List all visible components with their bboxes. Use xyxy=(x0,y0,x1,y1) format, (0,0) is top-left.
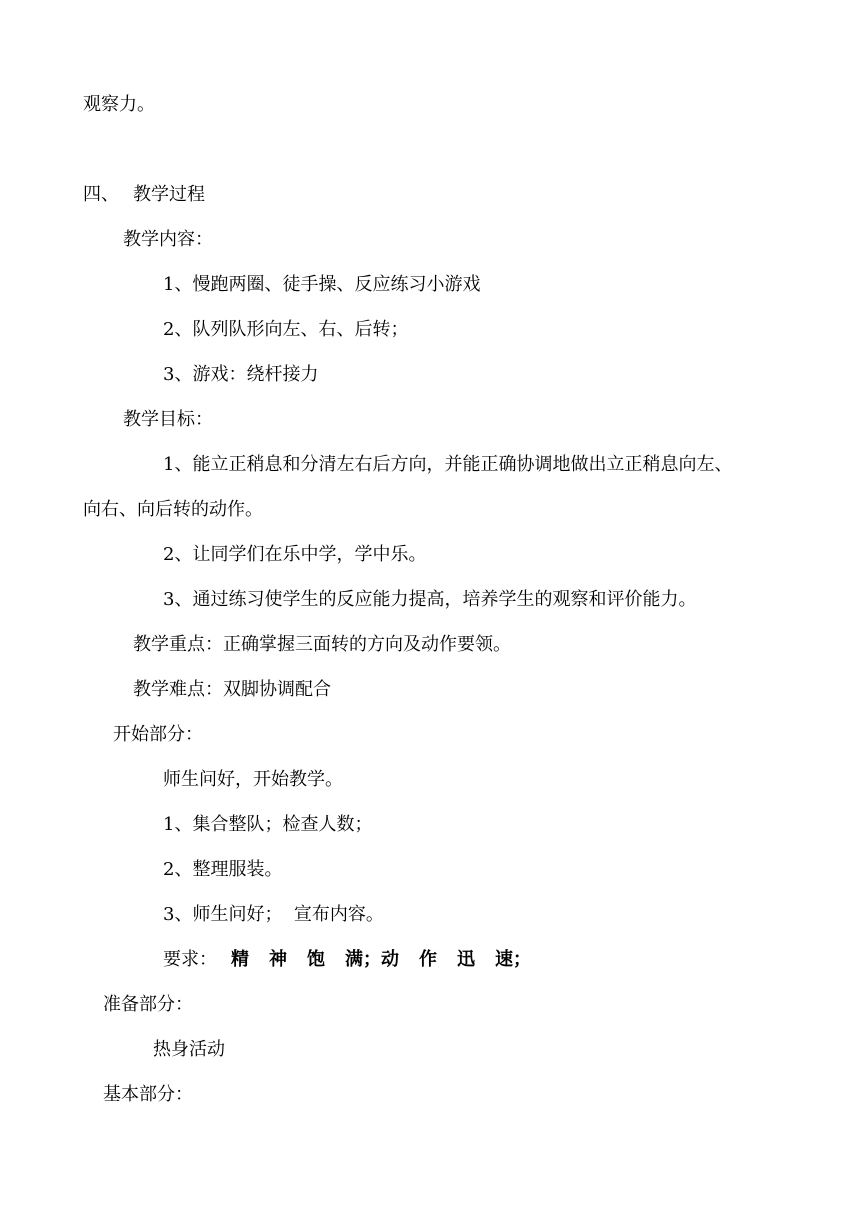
start-step: 1、集合整队；检查人数； xyxy=(163,814,373,835)
prep-part-label: 准备部分： xyxy=(103,994,193,1015)
content-item: 2、队列队形向左、右、后转； xyxy=(163,319,409,340)
requirement-word: 满；动 xyxy=(345,949,399,970)
content-label: 教学内容： xyxy=(123,229,213,250)
difficulty: 教学难点：双脚协调配合 xyxy=(133,679,331,700)
requirement-word: 精 xyxy=(231,949,249,970)
prep-activity: 热身活动 xyxy=(153,1039,225,1060)
section-title: 教学过程 xyxy=(133,184,205,205)
intro-tail-text: 观察力。 xyxy=(83,94,155,115)
basic-part-label: 基本部分： xyxy=(103,1084,193,1105)
requirement-word: 迅 xyxy=(457,949,475,970)
key-point: 教学重点：正确掌握三面转的方向及动作要领。 xyxy=(133,634,511,655)
start-greeting: 师生问好，开始教学。 xyxy=(163,769,343,790)
requirement-line xyxy=(163,948,531,972)
requirement-word: 饱 xyxy=(307,949,325,970)
requirement-label: 要求： xyxy=(163,949,217,970)
content-item: 1、慢跑两圈、徒手操、反应练习小游戏 xyxy=(163,274,481,295)
start-part-label: 开始部分： xyxy=(113,724,203,745)
section-number: 四、 xyxy=(83,184,119,205)
goals-label: 教学目标： xyxy=(123,409,213,430)
requirement-word: 作 xyxy=(419,949,437,970)
goal-2: 2、让同学们在乐中学，学中乐。 xyxy=(163,544,427,565)
requirement-word: 神 xyxy=(269,949,287,970)
start-step: 3、师生问好； 宣布内容。 xyxy=(163,904,384,925)
requirement-word: 速； xyxy=(495,949,531,970)
goal-3: 3、通过练习使学生的反应能力提高，培养学生的观察和评价能力。 xyxy=(163,589,697,610)
content-item: 3、游戏：绕杆接力 xyxy=(163,364,319,385)
section-heading xyxy=(83,183,205,207)
start-step: 2、整理服装。 xyxy=(163,859,283,880)
goal-1-line-1: 1、能立正稍息和分清左右后方向，并能正确协调地做出立正稍息向左、 xyxy=(163,454,733,475)
goal-1-line-2: 向右、向后转的动作。 xyxy=(83,499,263,520)
